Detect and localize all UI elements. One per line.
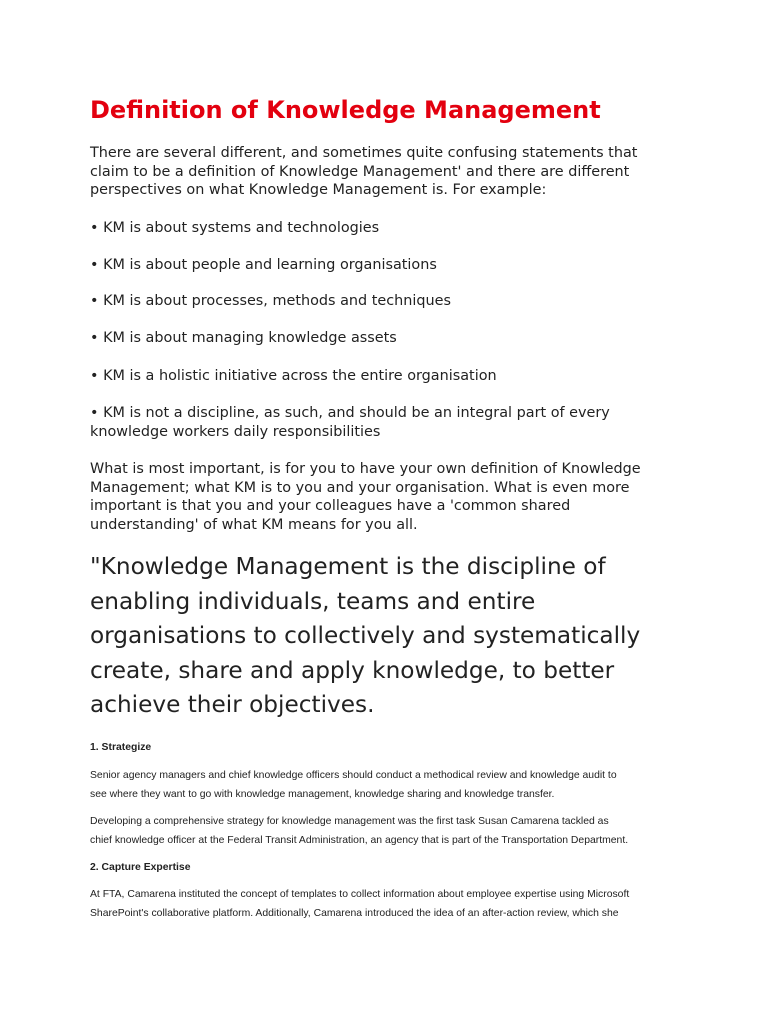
section1-paragraph-1 bbox=[90, 766, 617, 804]
important-line: understanding' of what KM means for you all. bbox=[90, 516, 418, 533]
important-line: Management; what KM is to you and your organisation. What is even more bbox=[90, 479, 630, 496]
quote-line: "Knowledge Management is the discipline of bbox=[90, 553, 606, 580]
section1-paragraph-2 bbox=[90, 812, 628, 850]
paragraph-line: chief knowledge officer at the Federal Transit Administration, an agency that is part of the Transportation Department. bbox=[90, 835, 629, 846]
paragraph-line: see where they want to go with knowledge management, knowledge sharing and knowledge transfer. bbox=[90, 789, 555, 800]
bullet-item: • KM is about people and learning organisations bbox=[90, 257, 437, 273]
quote-line: create, share and apply knowledge, to better bbox=[90, 656, 615, 684]
bullet-item: • KM is about processes, methods and techniques bbox=[90, 293, 452, 309]
bullet-line: knowledge workers daily responsibilities bbox=[90, 423, 381, 440]
paragraph-line: Developing a comprehensive strategy for knowledge management was the first task Susan Camarena tackled as bbox=[90, 816, 609, 827]
paragraph-line: SharePoint's collaborative platform. Additionally, Camarena introduced the idea of an after-action review, which she bbox=[90, 908, 619, 919]
document-title: Definition of Knowledge Management bbox=[90, 96, 601, 124]
section-heading-strategize: 1. Strategize bbox=[90, 742, 152, 753]
important-line: important is that you and your colleagues have a 'common shared bbox=[90, 498, 571, 515]
section2-paragraph-1 bbox=[90, 885, 629, 923]
bullet-item bbox=[90, 404, 690, 441]
section-heading-capture-expertise: 2. Capture Expertise bbox=[90, 862, 191, 873]
bullet-item: • KM is about managing knowledge assets bbox=[90, 330, 397, 346]
intro-paragraph bbox=[90, 144, 690, 200]
quote-line: organisations to collectively and systematically bbox=[90, 622, 641, 650]
paragraph-line: At FTA, Camarena instituted the concept of templates to collect information about employee expertise using Microsoft bbox=[90, 889, 630, 900]
intro-line: claim to be a definition of Knowledge Management' and there are different bbox=[90, 163, 630, 180]
quote-line: achieve their objectives. bbox=[90, 691, 375, 719]
bullet-line: • KM is not a discipline, as such, and should be an integral part of every bbox=[90, 405, 610, 421]
quote-line: enabling individuals, teams and entire bbox=[90, 587, 536, 615]
bullet-item: • KM is a holistic initiative across the entire organisation bbox=[90, 368, 497, 384]
paragraph-line: Senior agency managers and chief knowledge officers should conduct a methodical review and knowledge audit to bbox=[90, 770, 617, 781]
important-line: What is most important, is for you to have your own definition of Knowledge bbox=[90, 461, 641, 477]
bullet-item: • KM is about systems and technologies bbox=[90, 220, 380, 236]
intro-line: perspectives on what Knowledge Management is. For example: bbox=[90, 182, 547, 199]
important-paragraph bbox=[90, 460, 690, 534]
intro-line: There are several different, and sometimes quite confusing statements that bbox=[90, 145, 638, 161]
definition-quote bbox=[90, 550, 700, 723]
